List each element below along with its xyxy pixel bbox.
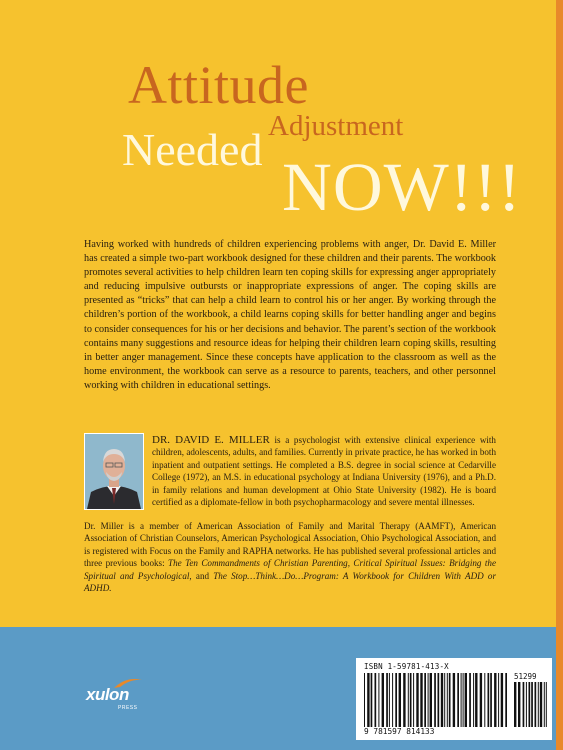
barcode-bars — [364, 673, 508, 727]
barcode-bar — [399, 673, 401, 727]
barcode-bar — [424, 673, 426, 727]
barcode-bar — [453, 673, 455, 727]
author-bio — [84, 434, 496, 512]
title-needed: Needed — [122, 124, 263, 175]
barcode-bar — [490, 673, 492, 727]
barcode-bar — [441, 673, 443, 727]
author-name: DR. DAVID E. MILLER — [152, 434, 270, 446]
book-title-2: The Stop…Think…Do…Program: A Workbook for Children With ADD or ADHD. — [84, 570, 496, 594]
barcode-bar — [514, 682, 516, 727]
barcode-bar — [367, 673, 369, 727]
book-blurb: Having worked with hundreds of children experiencing problems with anger, Dr. David E. Miller has created a simple two-part workbook designed for these children and their parents. The workbook promotes several activities to help children learn ten coping skills for expressing anger appropriately and reducing impulsive outbursts or inappropriate expressions of anger. The coping skills are presented as “tricks” that can help a child learn to control his or her anger. By working through the children’s portion of the workbook, a child learns coping skills for better handling anger and begins to consider consequences for his or her decisions and behavior. The parent’s section of the workbook contains many suggestions and resource ideas for helping their children learn coping skills, resulting in better anger management. Since these concepts have application to the classroom as well as the home environment, the workbook can serve as a resource to parents, teachers, and other personnel working with children in educational settings. — [84, 239, 496, 391]
barcode-bar — [498, 673, 499, 727]
barcode-bar — [523, 682, 525, 727]
title-now: NOW!!! — [282, 149, 522, 225]
barcode-bar — [382, 673, 384, 727]
barcode-bar — [484, 673, 485, 727]
barcode-bar — [518, 682, 520, 727]
author-bio-text: is a psychologist with extensive clinical experience with children, adolescents, adults, and families. Currently in private practice, he has worked in both inpatient and outpatient settings. He completed a B.S. degree in social science at Cedarville College (1972), an M.S. in educational psychology at Indiana University (1976), and a Ph.D. in family relations and human development at Ohio State University (1982). He is board certified as a diplomate-fellow in both psychopharmacology and severe mental illnesses. — [152, 435, 496, 508]
barcode-bar — [371, 673, 373, 727]
barcode-bar — [465, 673, 467, 727]
barcode-bar — [444, 673, 445, 727]
publisher-name: xulon — [86, 685, 129, 704]
isbn-barcode — [356, 658, 552, 740]
barcode-bar — [408, 673, 409, 727]
barcode-bar — [386, 673, 388, 727]
barcode-bar — [389, 673, 390, 727]
barcode-bar — [461, 673, 462, 727]
barcode-digits: 9 781597 814133 — [364, 727, 435, 736]
barcode-bar — [449, 673, 451, 727]
barcode-bar — [526, 682, 527, 727]
isbn-text: ISBN 1-59781-413-X — [364, 662, 449, 671]
barcode-bar — [438, 673, 440, 727]
barcode-bar — [375, 673, 377, 727]
barcode-bar — [364, 673, 365, 727]
barcode-bar — [428, 673, 429, 727]
barcode-bar — [505, 673, 507, 727]
barcode-bar — [416, 673, 418, 727]
barcode-bar — [413, 673, 414, 727]
barcode-bar — [475, 673, 477, 727]
author-memberships — [84, 520, 496, 594]
price-code: 51299 — [514, 672, 537, 681]
barcode-bar — [529, 682, 531, 727]
barcode-bar — [488, 673, 490, 727]
barcode-bar — [378, 673, 379, 727]
barcode-bar — [447, 673, 448, 727]
book-title-1: The Ten Commandments of Christian Parenting, Critical Spiritual Issues: Bridging the Spiritual and Psychological — [84, 558, 496, 581]
barcode-bar — [395, 673, 397, 727]
author-memberships-text: Dr. Miller is a member of American Association of Family and Marital Therapy (AAMFT), American Association of Christian Counselors, American Psychological Association, Ohio Psychological Association, and is registered with Focus on the Family and RAPHA networks. He has published several professional articles and three previous books: — [84, 521, 496, 569]
barcode-bar — [531, 682, 533, 727]
title-attitude: Attitude — [128, 55, 309, 115]
barcode-bar — [457, 673, 459, 727]
barcode-bar — [538, 682, 539, 727]
barcode-addon-bars — [514, 682, 548, 727]
barcode-bar — [480, 673, 482, 727]
barcode-bar — [473, 673, 474, 727]
barcode-bar — [535, 682, 537, 727]
barcode-bar — [403, 673, 405, 727]
barcode-bar — [469, 673, 471, 727]
title-adjustment: Adjustment — [268, 110, 404, 142]
barcode-bar — [434, 673, 436, 727]
barcode-bar — [463, 673, 464, 727]
barcode-bar — [546, 682, 547, 727]
barcode-bar — [494, 673, 496, 727]
barcode-bar — [410, 673, 412, 727]
barcode-bar — [540, 682, 542, 727]
publisher-imprint: PRESS — [118, 705, 138, 711]
book-sep: , and — [189, 570, 214, 581]
barcode-bar — [420, 673, 422, 727]
barcode-bar — [544, 682, 545, 727]
barcode-bar — [501, 673, 503, 727]
photo-spacer — [84, 434, 152, 512]
barcode-bar — [430, 673, 432, 727]
barcode-bar — [392, 673, 393, 727]
spine-edge — [556, 0, 563, 750]
